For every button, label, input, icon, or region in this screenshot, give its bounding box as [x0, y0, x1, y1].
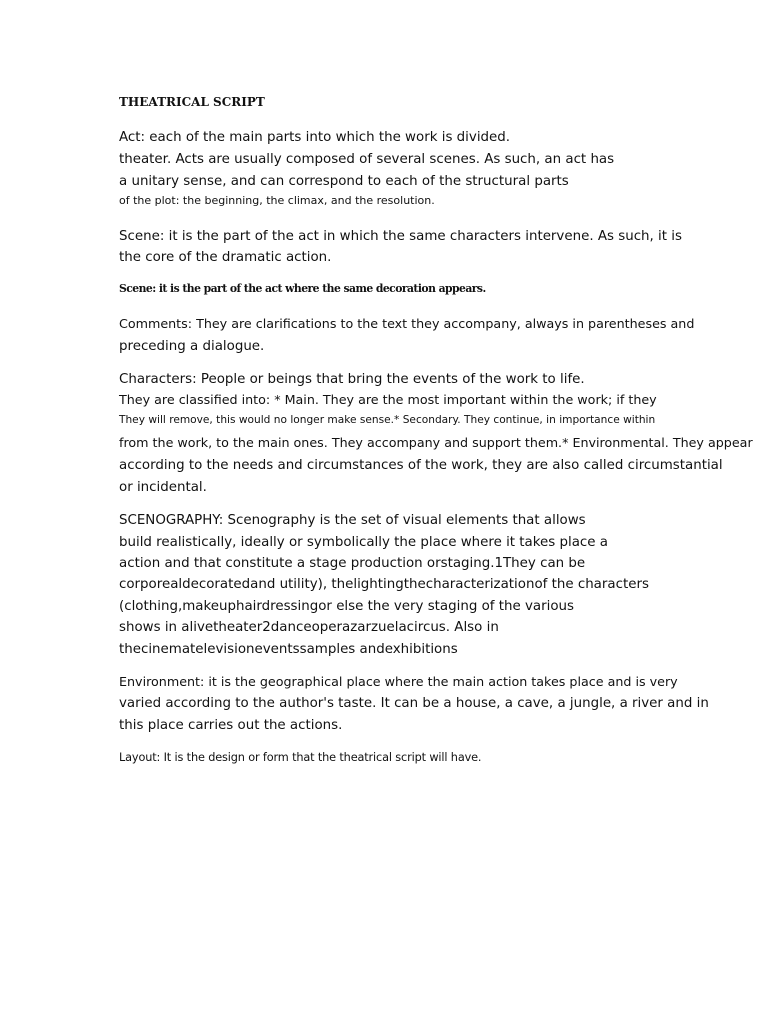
scenography-line-2: build realistically, ideally or symbolically the place where it takes place a	[119, 535, 608, 550]
scenography-line-5: (clothing,makeuphairdressingor else the very staging of the various	[119, 599, 575, 614]
comments-line-1: Comments: They are clarifications to the text they accompany, always in parentheses and	[119, 316, 695, 331]
scenography-line-1: SCENOGRAPHY: Scenography is the set of visual elements that allows	[119, 513, 586, 528]
scene-line-2: the core of the dramatic action.	[119, 250, 332, 265]
environment-line-2: varied according to the author's taste. It can be a house, a cave, a jungle, a river and in	[119, 696, 709, 711]
characters-line-3: They will remove, this would no longer make sense.* Secondary. They continue, in importance within	[119, 414, 656, 426]
characters-line-1: Characters: People or beings that bring the events of the work to life.	[119, 372, 585, 387]
environment-line-3: this place carries out the actions.	[119, 718, 343, 733]
act-line-3: a unitary sense, and can correspond to each of the structural parts	[119, 174, 569, 189]
comments-line-2: preceding a dialogue.	[119, 339, 265, 354]
scenography-line-7: thecinematelevisioneventssamples andexhibitions	[119, 642, 458, 657]
act-line-1: Act: each of the main parts into which the work is divided.	[119, 130, 511, 145]
scenography-line-3: action and that constitute a stage production orstaging.1They can be	[119, 556, 586, 571]
scenography-line-6-text: shows in alivetheater2danceoperazarzuelacircus. Also in	[119, 620, 499, 635]
characters-line-4: from the work, to the main ones. They accompany and support them.* Environmental. They appear	[119, 435, 753, 450]
characters-line-6: or incidental.	[119, 480, 207, 495]
scene-line-1: Scene: it is the part of the act in which the same characters intervene. As such, it is	[119, 229, 682, 244]
act-line-2: theater. Acts are usually composed of several scenes. As such, an act has	[119, 152, 615, 167]
scenography-line-4: corporealdecoratedand utility), thelightingthecharacterizationof the characters	[119, 577, 649, 592]
characters-line-2: They are classified into: * Main. They are the most important within the work; if they	[119, 392, 657, 407]
characters-line-5: according to the needs and circumstances of the work, they are also called circumstantial	[119, 458, 723, 473]
environment-line-1: Environment: it is the geographical place where the main action takes place and is very	[119, 674, 678, 689]
scene-bold-line: Scene: it is the part of the act where the same decoration appears.	[119, 282, 486, 295]
layout-line: Layout: It is the design or form that the theatrical script will have.	[119, 751, 482, 764]
document-title: THEATRICAL SCRIPT	[119, 95, 265, 109]
act-line-4: of the plot: the beginning, the climax, and the resolution.	[119, 194, 435, 207]
scenography-line-6	[119, 621, 725, 634]
